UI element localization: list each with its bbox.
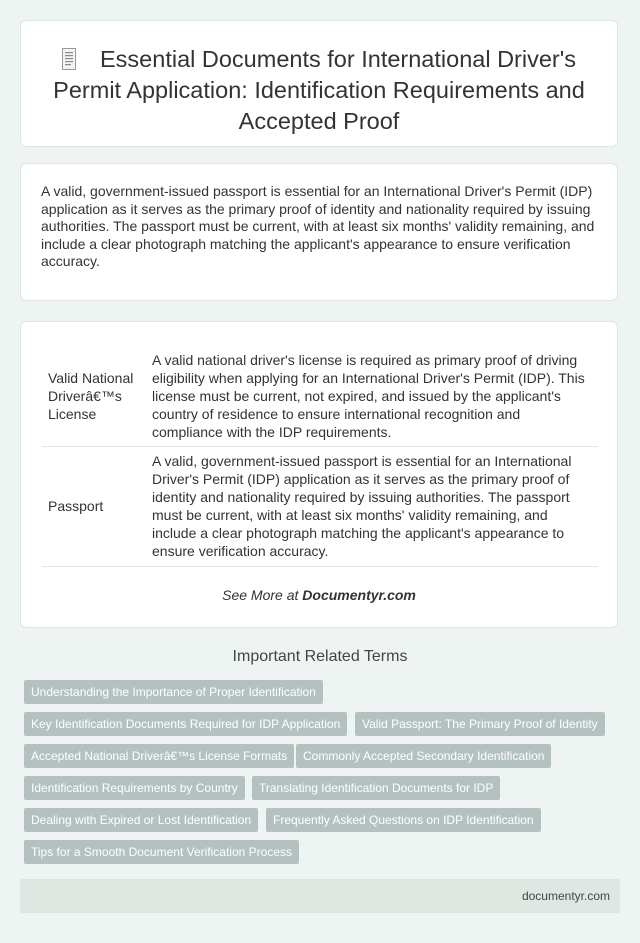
intro-card	[20, 163, 618, 301]
related-tag[interactable]: Frequently Asked Questions on IDP Identification	[266, 808, 541, 832]
table-term: Valid National Driverâ€™s License	[42, 346, 146, 446]
related-tag[interactable]: Commonly Accepted Secondary Identification	[296, 744, 551, 768]
related-tag[interactable]: Translating Identification Documents for IDP	[252, 776, 500, 800]
related-tag[interactable]: Dealing with Expired or Lost Identification	[24, 808, 258, 832]
table-term: Passport	[42, 446, 146, 566]
info-table	[42, 346, 598, 567]
document-icon	[62, 48, 76, 70]
related-tag[interactable]: Tips for a Smooth Document Verification Process	[24, 840, 299, 864]
related-tag[interactable]: Understanding the Importance of Proper Identification	[24, 680, 323, 704]
see-more-brand: Documentyr.com	[302, 587, 416, 603]
see-more-prefix: See More at	[222, 587, 303, 603]
table-row	[42, 346, 598, 446]
table-description: A valid national driver's license is required as primary proof of driving eligibility when applying for an International Driver's Permit (IDP). This license must be current, not expired, and issued by the applicant's country of residence to ensure international recognition and compliance with the IDP requirements.	[146, 346, 598, 446]
table-card	[20, 321, 618, 628]
table-row	[42, 446, 598, 566]
related-tag[interactable]: Valid Passport: The Primary Proof of Identity	[355, 712, 605, 736]
footer	[20, 879, 620, 913]
related-tag[interactable]: Accepted National Driverâ€™s License Formats	[24, 744, 294, 768]
title-card	[20, 20, 618, 147]
page-title	[21, 21, 617, 137]
intro-text: A valid, government-issued passport is essential for an International Driver's Permit (IDP) application as it serves as the primary proof of identity and nationality required by issuing authorities. The passport must be current, with at least six months' validity remaining, and include a clear photograph matching the applicant's appearance to ensure verification accuracy.	[41, 183, 595, 269]
related-tag[interactable]: Key Identification Documents Required for IDP Application	[24, 712, 347, 736]
see-more-link[interactable]	[21, 587, 617, 603]
table-description: A valid, government-issued passport is essential for an International Driver's Permit (IDP) application as it serves as the primary proof of identity and nationality required by issuing authorities. The passport must be current, with at least six months' validity remaining, and include a clear photograph matching the applicant's appearance to ensure verification accuracy.	[146, 446, 598, 566]
page-title-text: Essential Documents for International Driver's Permit Application: Identification Requirements and Accepted Proof	[53, 46, 585, 134]
footer-site[interactable]: documentyr.com	[521, 889, 610, 903]
related-terms-title: Important Related Terms	[232, 648, 408, 665]
related-tag[interactable]: Identification Requirements by Country	[24, 776, 245, 800]
